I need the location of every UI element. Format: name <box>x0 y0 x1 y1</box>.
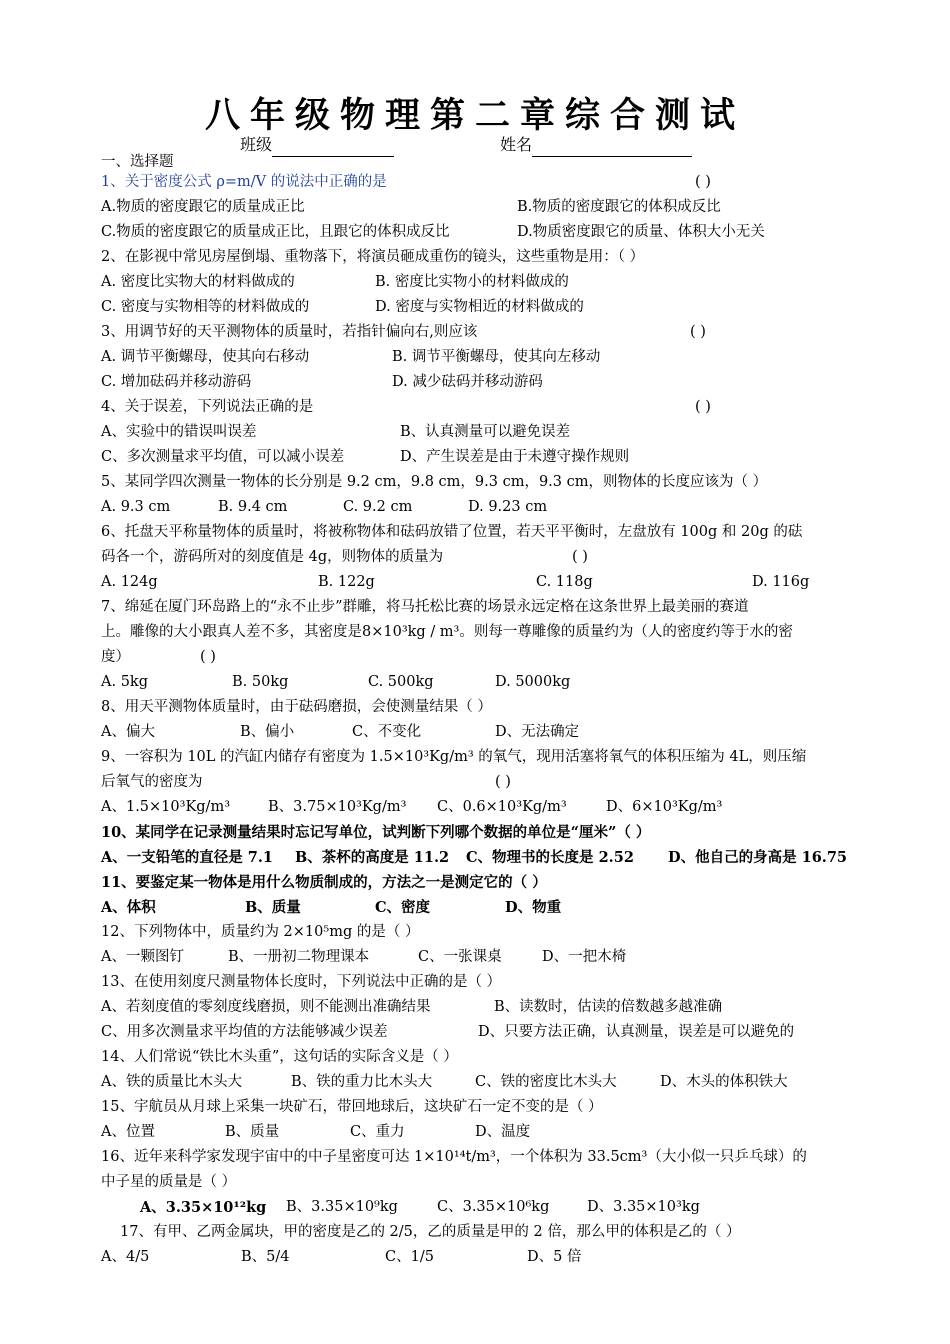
class-blank <box>272 138 394 157</box>
name-field <box>500 132 692 157</box>
q1-option-a: A.物质的密度跟它的质量成正比 <box>101 199 305 215</box>
q7-option-b: B. 50kg <box>232 674 289 690</box>
question-3: 3、用调节好的天平测物体的质量时，若指针偏向右,则应该 <box>101 324 478 340</box>
question-10: 10、某同学在记录测量结果时忘记写单位，试判断下列哪个数据的单位是“厘米”（ ） <box>101 824 651 841</box>
q2-option-d: D. 密度与实物相近的材料做成的 <box>375 299 584 315</box>
q16-option-a <box>140 1195 266 1221</box>
page-title: 八年级物理第二章综合测试 <box>204 96 745 136</box>
answer-paren-9: ( ) <box>495 774 511 790</box>
q14-option-a: A、铁的质量比木头大 <box>101 1074 242 1090</box>
q16-option-d: D、3.35×10³kg <box>587 1199 700 1215</box>
q3-option-c: C. 增加砝码并移动游码 <box>101 374 252 390</box>
q13-option-c: C、用多次测量求平均值的方法能够减少误差 <box>101 1024 388 1040</box>
q15-option-d: D、温度 <box>475 1124 531 1140</box>
answer-paren-7: ( ) <box>200 649 216 665</box>
q8-option-b: B、偏小 <box>240 724 295 740</box>
q16-option-c: C、3.35×10⁶kg <box>437 1199 550 1215</box>
q13-option-d: D、只要方法正确，认真测量，误差是可以避免的 <box>478 1024 795 1040</box>
q9-option-c: C、0.6×10³Kg/m³ <box>437 799 567 815</box>
q13-option-a: A、若刻度值的零刻度线磨损，则不能测出准确结果 <box>101 999 431 1015</box>
q5-option-b: B. 9.4 cm <box>218 499 288 515</box>
question-17: 17、有甲、乙两金属块，甲的密度是乙的 2/5，乙的质量是甲的 2 倍，那么甲的体积是乙的（ ） <box>120 1224 741 1240</box>
q10-option-a: A、一支铅笔的直径是 7.1 <box>101 849 274 866</box>
q12-option-a: A、一颗图钉 <box>101 949 184 965</box>
q14-option-c: C、铁的密度比木头大 <box>475 1074 617 1090</box>
q8-option-d: D、无法确定 <box>495 724 580 740</box>
q1-option-b: B.物质的密度跟它的体积成反比 <box>517 199 721 215</box>
question-4: 4、关于误差，下列说法正确的是 <box>101 399 314 415</box>
question-9-line-2: 后氧气的密度为 <box>101 774 203 790</box>
q14-option-b: B、铁的重力比木头大 <box>291 1074 433 1090</box>
q4-option-c: C、多次测量求平均值，可以减小误差 <box>101 449 345 465</box>
question-6-line-1: 6、托盘天平称量物体的质量时，将被称物体和砝码放错了位置，若天平平衡时，左盘放有 100g 和 20g 的砝 <box>101 524 803 540</box>
q4-option-d: D、产生误差是由于未遵守操作规则 <box>400 449 630 465</box>
q16-option-b: B、3.35×10⁹kg <box>286 1199 398 1215</box>
q6-option-b: B. 122g <box>318 574 375 590</box>
answer-paren-4: ( ) <box>695 399 711 415</box>
question-7-line-1: 7、绵延在厦门环岛路上的“永不止步”群雕，将马托松比赛的场景永远定格在这条世界上最美丽的赛道 <box>101 599 749 615</box>
q11-option-c: C、密度 <box>375 899 431 916</box>
section-heading: 一、选择题 <box>101 154 174 170</box>
question-2: 2、在影视中常见房屋倒塌、重物落下，将演员砸成重伤的镜头，这些重物是用：（ ） <box>101 249 645 265</box>
q9-option-a: A、1.5×10³Kg/m³ <box>101 799 231 815</box>
q3-option-d: D. 减少砝码并移动游码 <box>392 374 543 390</box>
q17-option-a: A、4/5 <box>101 1249 150 1265</box>
q6-option-d: D. 116g <box>752 574 810 590</box>
q10-option-b: B、茶杯的高度是 11.2 <box>295 849 450 866</box>
q9-option-d: D、6×10³Kg/m³ <box>606 799 723 815</box>
class-label: 班级 <box>240 135 273 154</box>
q7-option-d: D. 5000kg <box>495 674 571 690</box>
q15-option-a: A、位置 <box>101 1124 155 1140</box>
q10-option-c: C、物理书的长度是 2.52 <box>466 849 634 866</box>
q11-option-a: A、体积 <box>101 899 156 916</box>
answer-paren-6: ( ) <box>572 549 588 565</box>
q11-option-b: B、质量 <box>245 899 301 916</box>
q8-option-a: A、偏大 <box>101 724 155 740</box>
class-field <box>240 132 394 157</box>
q5-option-a: A. 9.3 cm <box>101 499 171 515</box>
question-8: 8、用天平测物体质量时，由于砝码磨损，会使测量结果（ ） <box>101 699 492 715</box>
answer-paren-3: ( ) <box>690 324 706 340</box>
q9-option-b: B、3.75×10³Kg/m³ <box>268 799 407 815</box>
q2-option-b: B. 密度比实物小的材料做成的 <box>375 274 569 290</box>
q11-option-d: D、物重 <box>505 899 562 916</box>
name-label: 姓名 <box>500 135 533 154</box>
q3-option-a: A. 调节平衡螺母，使其向右移动 <box>101 349 310 365</box>
q1-option-d: D.物质密度跟它的质量、体积大小无关 <box>517 224 765 240</box>
q1-option-c: C.物质的密度跟它的质量成正比，且跟它的体积成反比 <box>101 224 450 240</box>
q5-option-c: C. 9.2 cm <box>343 499 413 515</box>
question-5: 5、某同学四次测量一物体的长分别是 9.2 cm，9.8 cm，9.3 cm，9.3 cm，则物体的长度应该为（ ） <box>101 474 768 490</box>
q4-option-b: B、认真测量可以避免误差 <box>400 424 571 440</box>
q14-option-d: D、木头的体积铁大 <box>660 1074 788 1090</box>
question-7-line-3: 度） <box>101 649 130 665</box>
q4-option-a: A、实验中的错误叫误差 <box>101 424 257 440</box>
q15-option-b: B、质量 <box>225 1124 280 1140</box>
question-14: 14、人们常说“铁比木头重”，这句话的实际含义是（ ） <box>101 1049 458 1065</box>
q12-option-b: B、一册初二物理课本 <box>228 949 370 965</box>
question-7-line-2: 上。雕像的大小跟真人差不多，其密度是8×10³kg / m³。则每一尊雕像的质量约为（人的密度约等于水的密 <box>101 624 793 640</box>
q17-option-d: D、5 倍 <box>527 1249 582 1265</box>
q2-option-a: A. 密度比实物大的材料做成的 <box>101 274 295 290</box>
q8-option-c: C、不变化 <box>352 724 422 740</box>
q6-option-a: A. 124g <box>101 574 158 590</box>
q2-option-c: C. 密度与实物相等的材料做成的 <box>101 299 310 315</box>
name-blank <box>532 138 692 157</box>
question-16-line-2: 中子星的质量是（ ） <box>101 1174 237 1190</box>
q13-option-b: B、读数时，估读的倍数越多越准确 <box>494 999 723 1015</box>
q16-option-a-text: A、3.35×10¹²kg <box>140 1199 267 1216</box>
q5-option-d: D. 9.23 cm <box>468 499 548 515</box>
question-11: 11、要鉴定某一物体是用什么物质制成的，方法之一是测定它的（ ） <box>101 874 547 891</box>
question-1: 1、关于密度公式 ρ=m/V 的说法中正确的是 <box>101 174 387 190</box>
q3-option-b: B. 调节平衡螺母，使其向左移动 <box>392 349 601 365</box>
question-15: 15、宇航员从月球上采集一块矿石，带回地球后，这块矿石一定不变的是（ ） <box>101 1099 603 1115</box>
q10-option-d: D、他自己的身高是 16.75 <box>668 849 848 866</box>
q7-option-a: A. 5kg <box>101 674 148 690</box>
q15-option-c: C、重力 <box>350 1124 405 1140</box>
q12-option-d: D、一把木椅 <box>542 949 627 965</box>
answer-paren-1: ( ) <box>695 174 711 190</box>
question-12: 12、下列物体中，质量约为 2×10⁵mg 的是（ ） <box>101 924 420 940</box>
q7-option-c: C. 500kg <box>368 674 434 690</box>
q6-option-c: C. 118g <box>536 574 593 590</box>
q17-option-b: B、5/4 <box>241 1249 290 1265</box>
question-16-line-1: 16、近年来科学家发现宇宙中的中子星密度可达 1×10¹⁴t/m³，一个体积为 33.5cm³（大小似一只乒乓球）的 <box>101 1149 807 1165</box>
q12-option-c: C、一张课桌 <box>418 949 502 965</box>
question-9-line-1: 9、一容积为 10L 的汽缸内储存有密度为 1.5×10³Kg/m³ 的氧气，现用活塞将氧气的体积压缩为 4L，则压缩 <box>101 749 807 765</box>
question-6-line-2: 码各一个，游码所对的刻度值是 4g，则物体的质量为 <box>101 549 444 565</box>
question-13: 13、在使用刻度尺测量物体长度时，下列说法中正确的是（ ） <box>101 974 502 990</box>
q17-option-c: C、1/5 <box>385 1249 434 1265</box>
